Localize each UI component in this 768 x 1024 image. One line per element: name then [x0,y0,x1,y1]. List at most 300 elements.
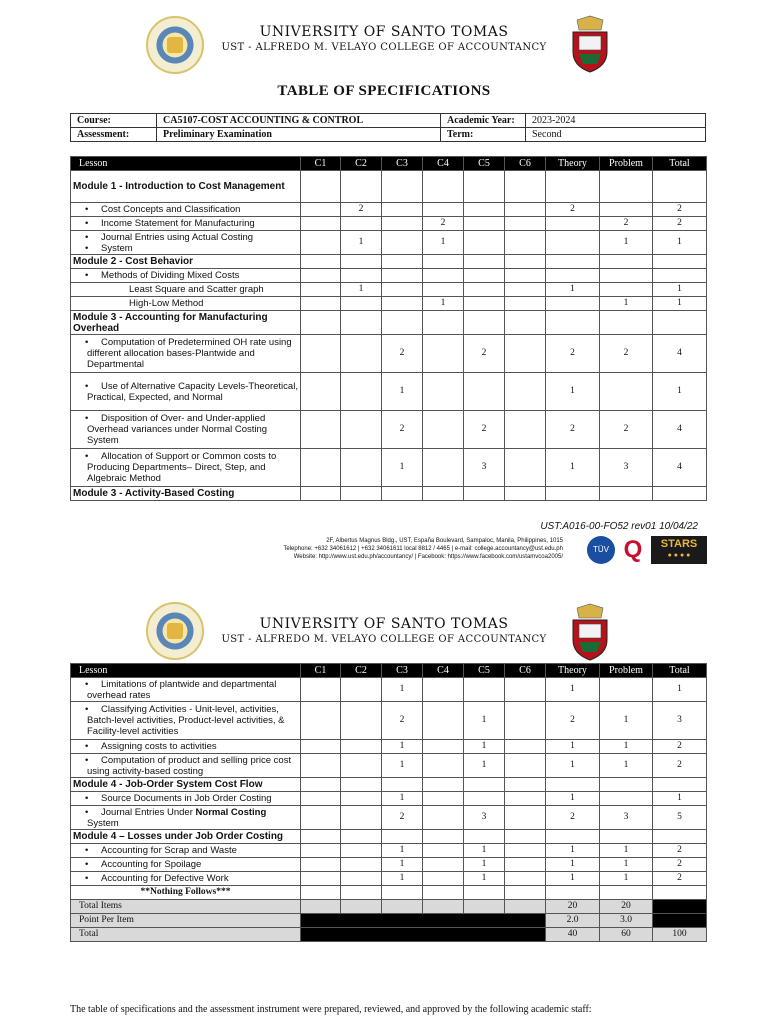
value-cell [301,487,341,501]
value-cell [546,886,600,900]
lesson-row [71,806,707,830]
value-cell [505,858,546,872]
bullet-icon: • [85,380,89,392]
bullet-icon: • [85,845,89,856]
course-value: CA5107-COST ACCOUNTING & CONTROL [157,114,441,128]
bullet-icon: • [85,704,89,715]
lesson-label: Source Documents in Job Order Costing [101,793,272,804]
value-cell [600,269,653,283]
grand-total: 100 [653,928,707,942]
grand-total-row [71,928,707,942]
value-cell [464,283,505,297]
lesson-name [71,449,301,487]
module-label: Module 3 - Accounting for Manufacturing Overhead [73,311,268,334]
bullet-icon: • [85,754,89,766]
value-cell [341,171,382,203]
value-cell: 1 [546,740,600,754]
university-name: UNIVERSITY OF SANTO TOMAS [259,616,509,632]
module-label: Module 3 - Activity-Based Costing [73,488,235,499]
lesson-label: Use of Alternative Capacity Levels-Theoretical, Practical, Expected, and Normal [87,380,298,403]
value-cell: 1 [600,754,653,778]
lesson-label: Allocation of Support or Common costs to Producing Departments– Direct, Step, and Algebraic Method [87,451,277,484]
value-cell [423,449,464,487]
column-header: C5 [464,157,505,171]
value-cell: 1 [464,754,505,778]
value-cell [301,702,341,740]
value-cell: 2 [653,203,707,217]
lesson-label: **Nothing Follows*** [140,887,231,897]
point-per-item-row [71,914,707,928]
value-cell: 2 [382,411,423,449]
value-cell [653,830,707,844]
column-header: C1 [301,157,341,171]
lesson-row [71,792,707,806]
value-cell [341,754,382,778]
value-cell [464,778,505,792]
value-cell [423,830,464,844]
value-cell [423,740,464,754]
value-cell [341,792,382,806]
value-cell [505,886,546,900]
lesson-row [71,678,707,702]
value-cell [423,255,464,269]
value-cell [301,171,341,203]
column-header: Lesson [71,664,301,678]
value-cell: 2 [464,411,505,449]
lesson-row [71,449,707,487]
lesson-label: Limitations of plantwide and departmental overhead rates [87,678,277,701]
module-row [71,311,707,335]
value-cell: 1 [464,844,505,858]
value-cell [301,283,341,297]
value-cell [505,171,546,203]
value-cell: 2 [464,335,505,373]
value-cell [505,283,546,297]
column-header: Theory [546,664,600,678]
lesson-row [71,231,707,255]
value-cell [546,830,600,844]
value-cell [382,269,423,283]
value-cell: 1 [546,858,600,872]
value-cell [382,886,423,900]
lesson-name [71,678,301,702]
value-cell [423,487,464,501]
value-cell [505,269,546,283]
column-header: Lesson [71,157,301,171]
value-cell [382,171,423,203]
value-cell [464,830,505,844]
value-cell [301,886,341,900]
value-cell [301,858,341,872]
value-cell: 2 [600,335,653,373]
value-cell [505,740,546,754]
lesson-label: Journal Entries Under [101,806,196,818]
value-cell [301,754,341,778]
value-cell: 2 [600,411,653,449]
lesson-label: Classifying Activities - Unit-level, activities, Batch-level activities, Product-level activities, & Facility-level activities [87,704,285,737]
lesson-name [71,872,301,886]
document-title: TABLE OF SPECIFICATIONS [277,83,491,99]
lesson-name [71,858,301,872]
value-cell [382,283,423,297]
term-label: Term: [441,128,526,142]
value-cell: 1 [382,449,423,487]
value-cell [464,297,505,311]
value-cell [546,217,600,231]
value-cell [464,792,505,806]
value-cell: 1 [600,872,653,886]
value-cell [600,203,653,217]
lesson-label: Assigning costs to activities [101,741,217,752]
value-cell: 1 [600,844,653,858]
value-cell [423,283,464,297]
value-cell: 1 [653,297,707,311]
lesson-row [71,858,707,872]
value-cell [546,231,600,255]
empty-cell [382,900,423,914]
value-cell: 5 [653,806,707,830]
value-cell [600,886,653,900]
contact-block [200,537,563,561]
value-cell [301,231,341,255]
value-cell [653,487,707,501]
value-cell [546,269,600,283]
value-cell [341,335,382,373]
blank-cell [301,914,546,928]
lesson-row [71,335,707,373]
lesson-name [71,283,301,297]
value-cell [301,844,341,858]
value-cell [423,171,464,203]
lesson-row [71,844,707,858]
lesson-row [71,754,707,778]
bullet-icon: • [85,218,89,229]
value-cell [505,297,546,311]
value-cell [301,269,341,283]
value-cell: 1 [653,792,707,806]
lesson-label: Methods of Dividing Mixed Costs [101,270,240,281]
value-cell: 2 [546,806,600,830]
column-header: C1 [301,664,341,678]
value-cell [382,778,423,792]
value-cell: 1 [546,678,600,702]
column-header: Problem [600,664,653,678]
value-cell: 1 [600,702,653,740]
value-cell [341,886,382,900]
value-cell [341,806,382,830]
value-cell [423,886,464,900]
module-row [71,487,707,501]
value-cell [546,487,600,501]
value-cell [653,886,707,900]
university-name: UNIVERSITY OF SANTO TOMAS [259,24,509,40]
value-cell: 3 [464,449,505,487]
telephone-line: Telephone: +632 34061612 | +632 34061611 local 8812 / 4465 | e-mail: college.accountancy@ust.edu.ph [283,546,563,552]
value-cell: 1 [600,740,653,754]
value-cell [382,487,423,501]
document-code: UST:A016-00-FO52 rev01 10/04/22 [540,521,698,532]
value-cell: 1 [382,373,423,411]
value-cell [464,171,505,203]
assessment-value: Preliminary Examination [157,128,441,142]
value-cell: 3 [600,449,653,487]
value-cell [505,335,546,373]
value-cell [423,373,464,411]
value-cell [546,297,600,311]
value-cell [505,311,546,335]
bullet-icon: • [85,204,89,215]
value-cell [382,311,423,335]
lesson-label: Least Square and Scatter graph [129,284,264,295]
value-cell [301,806,341,830]
lesson-label: Accounting for Spoilage [101,859,202,870]
module-title [71,255,301,269]
point-per-item-label: Point Per Item [71,914,301,928]
value-cell [505,830,546,844]
column-header: C3 [382,664,423,678]
value-cell [546,255,600,269]
value-cell [382,231,423,255]
value-cell: 2 [653,754,707,778]
value-cell [464,886,505,900]
assessment-label: Assessment: [71,128,157,142]
value-cell: 2 [382,335,423,373]
lesson-name [71,740,301,754]
value-cell: 1 [382,754,423,778]
lesson-row [71,283,707,297]
value-cell [546,778,600,792]
value-cell [301,830,341,844]
value-cell: 1 [653,373,707,411]
lesson-label: Computation of Predetermined OH rate using different allocation bases-Plantwide and Departmental [87,337,292,370]
value-cell [464,373,505,411]
column-header: Problem [600,157,653,171]
lesson-label-continued: System [87,817,119,829]
value-cell: 2 [653,844,707,858]
empty-cell [301,900,341,914]
value-cell [423,792,464,806]
value-cell: 1 [382,858,423,872]
value-cell [341,487,382,501]
total-items-row [71,900,707,914]
lesson-label: Cost Concepts and Classification [101,204,241,215]
lesson-label: Disposition of Over- and Under-applied Overhead variances under Normal Costing System [87,413,268,446]
bullet-icon: • [85,859,89,870]
value-cell [600,487,653,501]
value-cell: 3 [600,806,653,830]
value-cell [341,844,382,858]
total-theory: 40 [546,928,600,942]
value-cell [505,778,546,792]
value-cell [600,255,653,269]
term-value: Second [526,128,706,142]
module-title [71,487,301,501]
specifications-table-page-1 [70,156,707,501]
value-cell: 3 [464,806,505,830]
value-cell [341,297,382,311]
value-cell: 1 [382,740,423,754]
column-header: C4 [423,664,464,678]
value-cell [423,203,464,217]
value-cell: 1 [382,872,423,886]
course-info-table [70,113,706,142]
column-header: Theory [546,157,600,171]
value-cell [341,830,382,844]
value-cell: 2 [423,217,464,231]
value-cell [505,702,546,740]
value-cell [423,411,464,449]
value-cell [382,830,423,844]
header-row [71,157,707,171]
value-cell: 2 [546,203,600,217]
lesson-name [71,702,301,740]
empty-cell [505,900,546,914]
value-cell [423,844,464,858]
academic-year-label: Academic Year: [441,114,526,128]
lesson-row [71,373,707,411]
value-cell: 1 [546,449,600,487]
bullet-icon: • [85,806,89,818]
value-cell [301,411,341,449]
value-cell [301,872,341,886]
value-cell [505,487,546,501]
lesson-name [71,792,301,806]
value-cell: 1 [382,792,423,806]
value-cell: 1 [600,858,653,872]
stars-label: STARS [660,538,698,550]
value-cell [423,311,464,335]
value-cell: 1 [464,740,505,754]
value-cell: 2 [600,217,653,231]
value-cell [301,778,341,792]
value-cell [423,806,464,830]
value-cell: 1 [546,844,600,858]
lesson-row [71,702,707,740]
module-row [71,171,707,203]
value-cell [341,311,382,335]
value-cell [423,678,464,702]
lesson-row [71,203,707,217]
total-items-theory: 20 [546,900,600,914]
value-cell [341,702,382,740]
value-cell [341,269,382,283]
lesson-row [71,269,707,283]
certification-logos [563,534,711,568]
value-cell [301,203,341,217]
value-cell: 2 [546,411,600,449]
value-cell [341,449,382,487]
value-cell [341,373,382,411]
value-cell: 1 [546,754,600,778]
value-cell [464,255,505,269]
value-cell [341,255,382,269]
college-name: UST - ALFREDO M. VELAYO COLLEGE OF ACCOUNTANCY [221,42,547,53]
lesson-label-continued: System [101,242,133,254]
value-cell [505,678,546,702]
value-cell [600,373,653,411]
blank-cell [653,914,707,928]
bullet-icon: • [85,337,89,348]
value-cell: 1 [382,844,423,858]
course-label: Course: [71,114,157,128]
value-cell [505,255,546,269]
value-cell [464,203,505,217]
value-cell: 2 [546,702,600,740]
value-cell [382,297,423,311]
value-cell [382,203,423,217]
column-header: C2 [341,664,382,678]
academic-year-value: 2023-2024 [526,114,706,128]
value-cell: 4 [653,449,707,487]
value-cell [505,217,546,231]
lesson-label: High-Low Method [129,298,204,309]
value-cell: 1 [423,231,464,255]
value-cell [423,269,464,283]
value-cell: 2 [546,335,600,373]
value-cell [341,678,382,702]
value-cell [301,217,341,231]
value-cell [301,449,341,487]
value-cell [301,740,341,754]
column-header: Total [653,664,707,678]
value-cell [301,297,341,311]
value-cell: 1 [653,231,707,255]
value-cell: 1 [341,231,382,255]
value-cell: 1 [464,872,505,886]
value-cell [382,217,423,231]
bullet-icon: • [85,793,89,804]
value-cell: 2 [382,702,423,740]
value-cell [505,754,546,778]
value-cell: 1 [600,297,653,311]
value-cell [464,217,505,231]
value-cell [653,311,707,335]
value-cell [653,255,707,269]
website-line: Website: http://www.ust.edu.ph/accountancy/ | Facebook: https://www.facebook.com/ustamvcoa2005/ [293,554,563,560]
value-cell [301,373,341,411]
value-cell [464,231,505,255]
bullet-icon: • [85,678,89,690]
value-cell: 2 [382,806,423,830]
lesson-name [71,411,301,449]
value-cell [546,311,600,335]
value-cell [423,858,464,872]
tuv-certification-icon: TÜV [587,536,615,564]
column-header: C5 [464,664,505,678]
total-label: Total [71,928,301,942]
value-cell: 2 [653,217,707,231]
module-title [71,311,301,335]
value-cell [464,311,505,335]
value-cell: 4 [653,335,707,373]
value-cell [505,231,546,255]
value-cell [423,702,464,740]
value-cell [653,269,707,283]
total-items-problem: 20 [600,900,653,914]
value-cell: 1 [464,702,505,740]
value-cell: 1 [546,373,600,411]
lesson-row [71,411,707,449]
lesson-bold-label: Normal Costing [195,806,267,818]
value-cell [301,335,341,373]
lesson-name [71,203,301,217]
column-header: C6 [505,157,546,171]
lesson-row [71,886,707,900]
value-cell [464,269,505,283]
column-header: C6 [505,664,546,678]
value-cell [301,311,341,335]
value-cell: 1 [341,283,382,297]
